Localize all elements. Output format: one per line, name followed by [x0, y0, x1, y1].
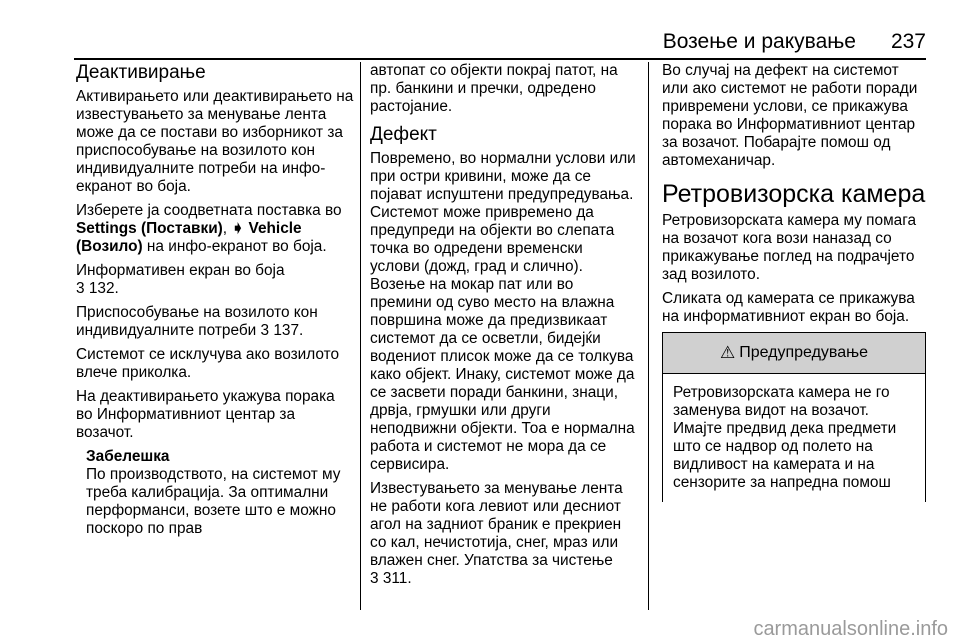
text: Изберете ја соодветната поставка во [76, 202, 342, 219]
warning-triangle-icon: ⚠ [719, 343, 736, 362]
watermark: carmanualsonline.info [753, 618, 948, 640]
page-reference: 3 132. [76, 280, 119, 297]
paragraph: На деактивирањето укажува порака во Информативниот центар за возачот. [76, 388, 335, 441]
warning-title: Предупредување [739, 344, 869, 361]
column-divider-1 [360, 62, 361, 610]
section-heading-rear-camera: Ретровизорска камера [662, 180, 926, 208]
note-title: Забелешка [86, 448, 170, 465]
paragraph: Приспособување на возилото кон индивидуалните потреби 3 137. [76, 304, 318, 339]
column-2 [370, 62, 636, 594]
paragraph: Ретровизорската камера му помага на возачот кога вози наназад со прикажување поглед на подрачјето зад возилото. [662, 212, 917, 283]
page-header [18, 30, 926, 60]
paragraph [370, 480, 636, 588]
header-rule [74, 58, 926, 60]
page-reference: 3 311. [370, 570, 412, 587]
text: на инфо-екранот во боја. [142, 238, 327, 255]
chapter-title: Возење и ракување [662, 30, 856, 53]
paragraph [76, 262, 354, 298]
note-block [86, 448, 354, 538]
text: Информативен екран во боја [76, 262, 285, 279]
column-divider-2 [648, 62, 649, 610]
settings-menu-label: Settings (Поставки) [76, 220, 223, 237]
paragraph-settings [76, 202, 354, 256]
vehicle-icon: ➧ [231, 220, 245, 237]
page-number: 237 [890, 30, 926, 53]
paragraph: Активирањето или деактивирањето на известувањето за менување лента може да се постави во изборникот за приспособување на возилото кон индивидуалните потреби на инфо-екранот во боја. [76, 88, 354, 195]
text: , [222, 220, 232, 237]
paragraph: Во случај на дефект на системот или ако системот не работи поради привремени услови, се прикажува порака во Информативниот центар за возачот. Побарајте помош од автомеханичар. [662, 62, 918, 169]
section-heading-deactivation: Деактивирање [76, 62, 206, 83]
column-1 [76, 62, 354, 538]
warning-box [662, 332, 926, 502]
warning-header [663, 332, 925, 374]
paragraph: Системот се исклучува ако возилото влече приколка. [76, 346, 340, 381]
section-heading-fault: Дефект [370, 124, 437, 145]
paragraph: автопат со објекти покрај патот, на пр. банкини и пречки, одредено растојание. [370, 62, 618, 115]
note-text: По производството, на системот му треба калибрација. За оптимални перформанси, возете што е можно поскоро по прав [86, 466, 341, 537]
paragraph: Сликата од камерата се прикажува на информативниот екран во боја. [662, 290, 915, 325]
vehicle-menu-label: Vehicle (Возило) [76, 220, 302, 255]
text: Известувањето за менување лента не работи кога левиот или десниот агол на задниот браник е прекриен со кал, нечистотија, снег, мраз или влажен снег. Упатства за чистење [370, 480, 623, 569]
column-3 [662, 62, 928, 502]
warning-text: Ретровизорската камера не го заменува видот на возачот. Имајте предвид дека предмети што се надвор од полето на видливост на камерата и на сензорите за напредна помош [673, 384, 897, 491]
paragraph: Повремено, во нормални услови или при остри кривини, може да се појават испуштени предупредувања. Системот може привремено да предупреди на објекти во слепата точка во одредени временски услови (дожд, град и слично). Возење на мокар пат или во премини од суво место на влажна површина може да предизвикаат системот да се осветли, бидејќи водениот плисок може да се толкува како објект. Инаку, системот може да се засвети поради банкини, знаци, дрвја, грмушки или други неподвижни објекти. Тоа е нормална работа и системот не мора да се сервисира. [370, 150, 636, 473]
